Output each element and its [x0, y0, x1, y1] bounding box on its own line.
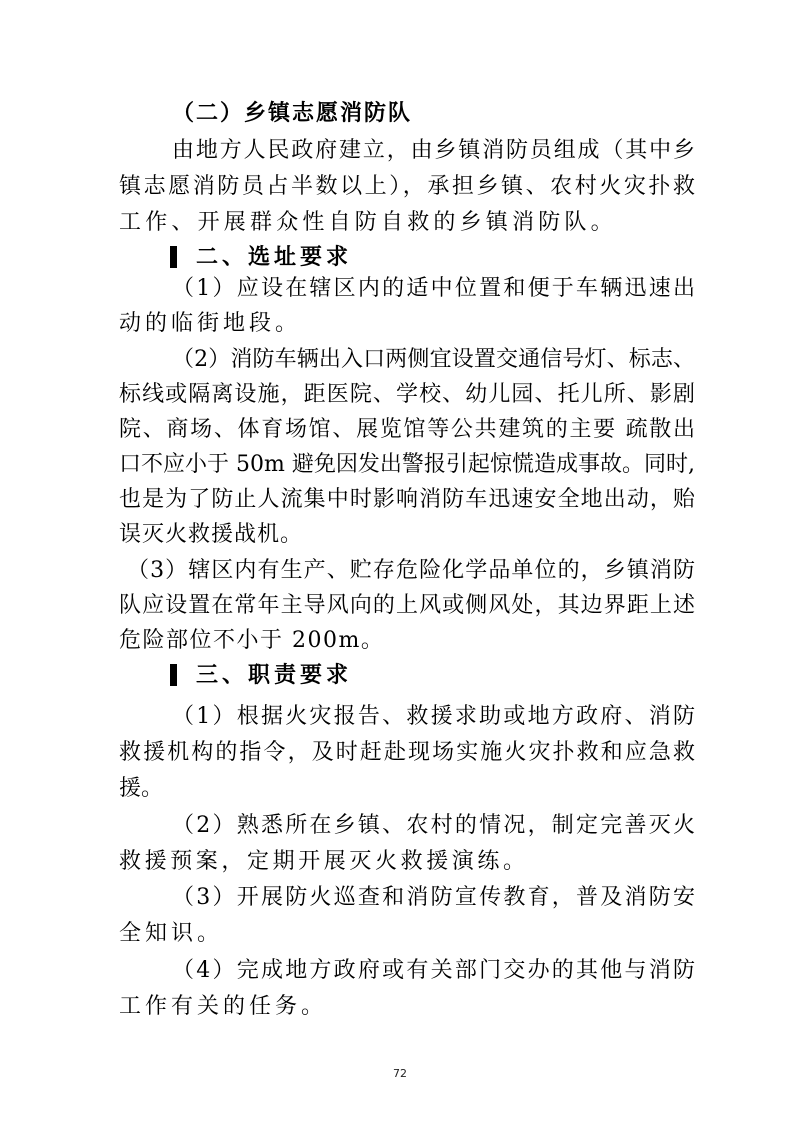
paragraph-line: （4）完成地方政府或有关部门交办的其他与消防: [172, 958, 695, 983]
paragraph-line: 工作、开展群众性自防自救的乡镇消防队。: [119, 210, 617, 235]
paragraph-line: 院、商场、体育场馆、展览馆等公共建筑的主要 疏散出: [119, 417, 695, 442]
paragraph-line: 口不应小于 50m 避免因发出警报引起惊慌造成事故。同时,: [119, 452, 695, 477]
heading-site-requirements: 二、选址要求: [196, 244, 353, 270]
page-number: 72: [393, 1067, 407, 1080]
paragraph-line: （2）消防车辆出入口两侧宜设置交通信号灯、标志、: [172, 347, 695, 372]
paragraph-line: 由地方人民政府建立，由乡镇消防员组成（其中乡: [172, 138, 695, 163]
paragraph-line: 动的临街地段。: [119, 311, 302, 336]
paragraph-line: （2）熟悉所在乡镇、农村的情况，制定完善灭火: [172, 813, 695, 838]
heading-marker-icon: [170, 664, 177, 686]
paragraph-line: （1）应设在辖区内的适中位置和便于车辆迅速出: [172, 276, 695, 301]
paragraph-line: 队应设置在常年主导风向的上风或侧风处，其边界距上述: [119, 593, 695, 618]
paragraph-line: 镇志愿消防员占半数以上），承担乡镇、农村火灾扑救: [119, 174, 695, 199]
paragraph-line: 标线或隔离设施，距医院、学校、幼儿园、托儿所、影剧: [119, 382, 695, 407]
section-title: （二）乡镇志愿消防队: [172, 100, 413, 126]
paragraph-line: 工作有关的任务。: [119, 994, 328, 1019]
paragraph-line: （3）辖区内有生产、贮存危险化学品单位的，乡镇消防: [127, 558, 695, 583]
paragraph-line: （3）开展防火巡查和消防宣传教育，普及消防安: [172, 885, 695, 910]
paragraph-line: （1）根据火灾报告、救援求助或地方政府、消防: [172, 704, 695, 729]
paragraph-line: 危险部位不小于 200m。: [119, 628, 385, 653]
paragraph-line: 也是为了防止人流集中时影响消防车迅速安全地出动，贻: [119, 487, 695, 512]
paragraph-line: 救援机构的指令，及时赶赴现场实施火灾扑救和应急救: [119, 740, 695, 765]
paragraph-line: 全知识。: [119, 921, 224, 946]
heading-duty-requirements: 三、职责要求: [196, 662, 353, 688]
heading-marker-icon: [170, 246, 177, 268]
paragraph-line: 援。: [119, 776, 164, 801]
paragraph-line: 误灭火救援战机。: [119, 522, 304, 547]
paragraph-line: 救援预案，定期开展灭火救援演练。: [119, 849, 529, 874]
